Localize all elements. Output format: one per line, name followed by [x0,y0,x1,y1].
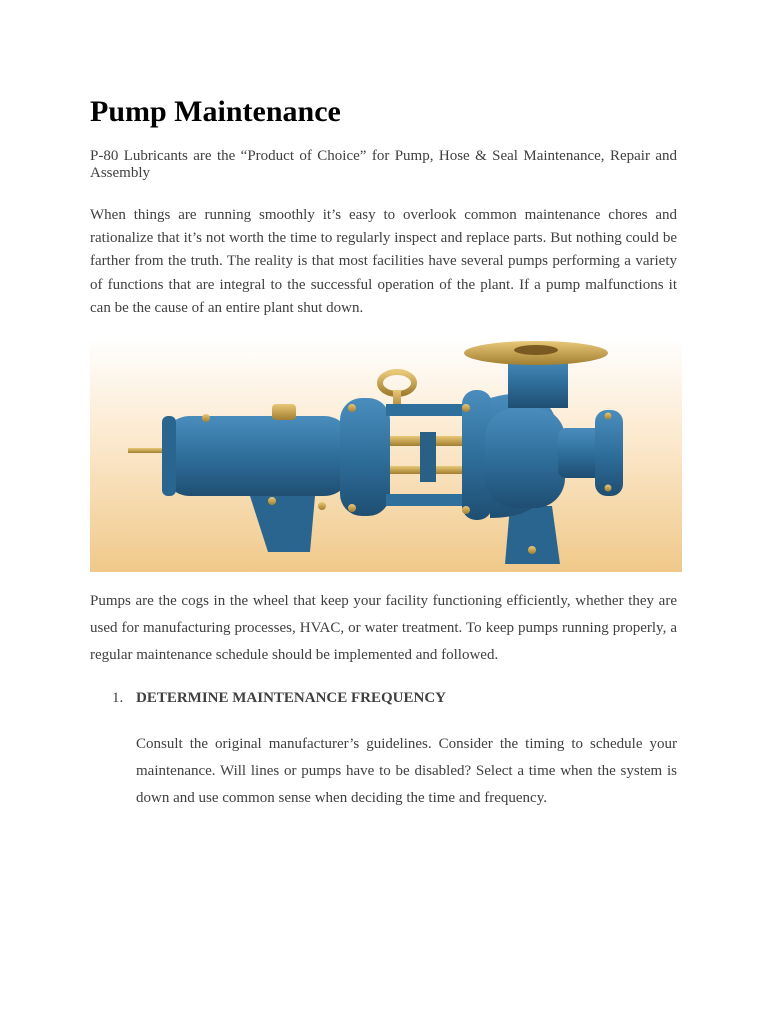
page-title: Pump Maintenance [90,95,341,128]
list-item-body: Consult the original manufacturer’s guidelines. Consider the timing to schedule your maintenance. Will lines or pumps have to be disabled? Select a time when the system is down and use common sense when deciding the time and frequency. [136,736,677,806]
list-item-heading: DETERMINE MAINTENANCE FREQUENCY [136,690,447,706]
pumps-paragraph: Pumps are the cogs in the wheel that keep your facility functioning efficiently, whether they are used for manufacturing processes, HVAC, or water treatment. To keep pumps running properly, a regular maintenance schedule should be implemented and followed. [90,593,677,663]
subtitle: P-80 Lubricants are the “Product of Choice” for Pump, Hose & Seal Maintenance, Repair and Assembly [90,148,677,181]
intro-paragraph: When things are running smoothly it’s easy to overlook common maintenance chores and rationalize that it’s not worth the time to regularly inspect and replace parts. But nothing could be farther from the truth. The reality is that most facilities have several pumps performing a variety of functions that are integral to the successful operation of the plant. If a pump malfunctions it can be the cause of an entire plant shut down. [90,207,677,316]
pump-image [90,338,682,572]
list-item-number: 1. [112,690,124,706]
